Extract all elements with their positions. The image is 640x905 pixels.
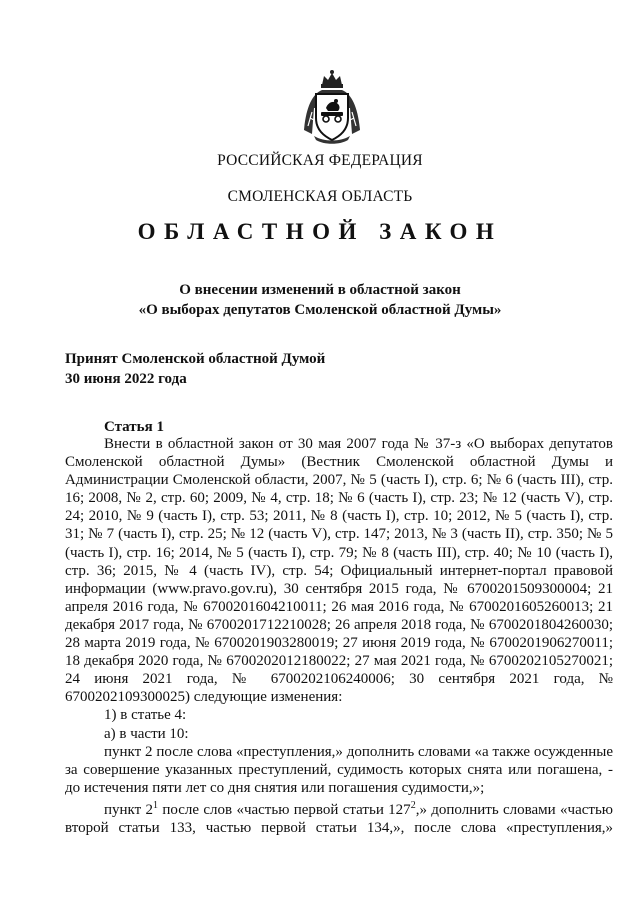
adoption-body: Принят Смоленской областной Думой [65, 351, 326, 367]
point-2-paragraph: пункт 2 после слова «преступления,» дополнить словами «а также осужденные за совершение указанных преступлений, судимость которых снята или погашена, - до истечения пяти лет со дня снятия или погашения судимости,»; [65, 743, 613, 796]
item-1-a: а) в части 10: [104, 725, 189, 742]
law-title [0, 280, 640, 320]
point-2-1-text-c: ,» дополнить словами «частью второй статьи 133, частью первой статьи 134,», после слова «преступления,» [65, 801, 613, 836]
article-intro-paragraph: Внести в областной закон от 30 мая 2007 года № 37-з «О выборах депутатов Смоленской областной Думы» (Вестник Смоленской областной Думы и Администрации Смоленской области, 2007, № 5 (часть I), стр. 6; № 6 (часть III), стр. 16; 2008, № 2, стр. 60; 2009, № 4, стр. 18; № 6 (часть I), стр. 23; № 12 (часть V), стр. 24; 2010, № 9 (часть I), стр. 53; 2011, № 8 (часть I), стр. 10; 2012, № 5 (часть I), стр. 31; № 7 (часть I), стр. 25; № 12 (часть V), стр. 147; 2013, № 3 (часть II), стр. 350; № 5 (часть I), стр. 16; 2014, № 5 (часть I), стр. 79; № 8 (часть III), стр. 40; № 10 (часть I), стр. 36; 2015, № 4 (часть IV), стр. 54; Официальный интернет-портал правовой информации (www.pravo.gov.ru), 30 сентября 2015 года, № 6700201509300004; 21 апреля 2016 года, № 6700201604210011; 26 мая 2016 года, № 6700201605260013; 21 декабря 2017 года, № 6700201712210028; 26 апреля 2018 года, № 6700201804260030; 28 марта 2019 года, № 6700201903280019; 27 июня 2019 года, № 6700201906270011; 18 декабря 2020 года, № 6700202012180022; 27 мая 2021 года, № 6700202105270021; 24 июня 2021 года, № 6700202106240006; 30 сентября 2021 года, № 6700202109300025) следующие изменения: [65, 436, 613, 706]
point-2-1-text-b: после слов «частью первой статьи 127 [158, 801, 411, 818]
adoption-date: 30 июня 2022 года [65, 371, 187, 387]
point-2-1-sup-1: 1 [153, 799, 159, 811]
smolensk-coat-of-arms-icon [300, 68, 364, 146]
law-title-line-1: О внесении изменений в областной закон [179, 282, 461, 298]
law-title-line-2: «О выборах депутатов Смоленской областной Думы» [138, 302, 502, 318]
article-body [65, 435, 613, 837]
adoption-info [65, 349, 325, 389]
region-name: СМОЛЕНСКАЯ ОБЛАСТЬ [227, 188, 413, 205]
document-type: ОБЛАСТНОЙ ЗАКОН [137, 219, 503, 244]
item-1: 1) в статье 4: [104, 707, 187, 724]
article-heading: Статья 1 [104, 419, 164, 435]
point-2-1-paragraph [65, 797, 613, 837]
country-name: РОССИЙСКАЯ ФЕДЕРАЦИЯ [217, 152, 423, 169]
point-2-1-text-a: пункт 2 [104, 801, 154, 818]
point-2-1-sup-2: 2 [410, 799, 416, 811]
